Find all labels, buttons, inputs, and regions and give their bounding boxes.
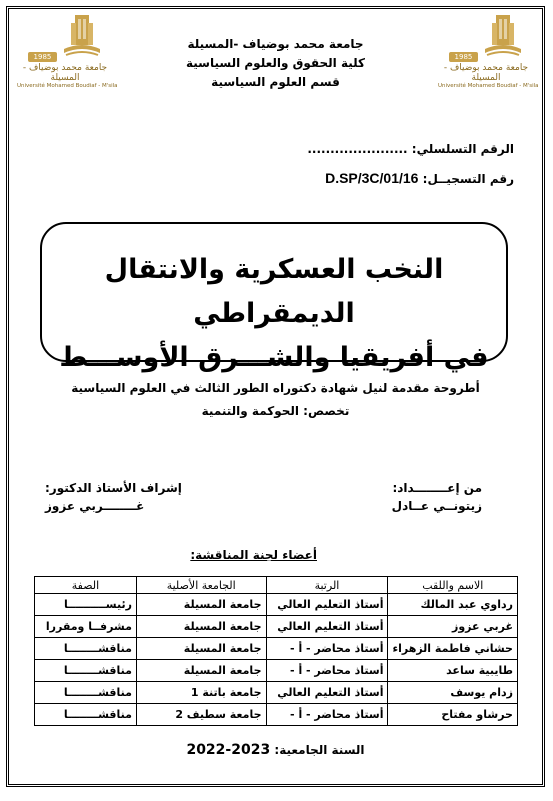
thesis-specialty: تخصص: الحوكمة والتنمية (201, 404, 350, 418)
member-rank: أستاذ التعليم العالي (266, 682, 388, 704)
thesis-description: أطروحة مقدمة لنيل شهادة دكتوراه الطور الثالث في العلوم السياسية (71, 381, 480, 395)
supervisor-label: إشراف الأستاذ الدكتور: (45, 481, 182, 495)
prepared-by-label: من إعــــــــداد: (392, 481, 482, 495)
member-rank: أستاذ التعليم العالي (266, 594, 388, 616)
member-role: مناقشــــــــا (35, 704, 137, 726)
committee-heading: أعضاء لجنة المناقشة: (190, 548, 317, 562)
department-name: قسم العلوم السياسية (211, 75, 340, 89)
faculty-name: كلية الحقوق والعلوم السياسية (185, 56, 366, 70)
header-role: الصفة (35, 577, 137, 594)
registration-label: رقم التسجيــل: (422, 172, 514, 186)
logo-name-ar: جامعة محمد بوضياف - المسيلة (22, 63, 108, 83)
institution-header (9, 35, 542, 92)
university-name: جامعة محمد بوضياف -المسيلة (187, 37, 364, 51)
prepared-by-block (392, 479, 482, 515)
table-row (35, 660, 518, 682)
header-name: الاسم واللقب (388, 577, 518, 594)
logo-year-badge: 1985 (28, 52, 58, 62)
header-rank: الرتبة (266, 577, 388, 594)
member-role: مناقشــــــــا (35, 638, 137, 660)
logo-name-fr: Université Mohamed Boudiaf - M'sila (438, 83, 539, 89)
committee-table-header (35, 577, 518, 594)
member-university: جامعة باتنة 1 (136, 682, 266, 704)
committee-table (34, 576, 518, 726)
member-university: جامعة المسيلة (136, 594, 266, 616)
member-rank: أستاذ التعليم العالي (266, 616, 388, 638)
supervisor-block (45, 479, 182, 515)
thesis-title-line-1: النخب العسكرية والانتقال الديمقراطي (104, 254, 444, 329)
table-row (35, 638, 518, 660)
thesis-title-line-2: في أفريقيا والشـــرق الأوســـط (59, 342, 489, 373)
academic-year-value: 2022-2023 (186, 742, 271, 758)
member-name: حرشاو مفتاح (388, 704, 518, 726)
table-row (35, 616, 518, 638)
member-name: زدام يوسف (388, 682, 518, 704)
member-rank: أستاذ محاضر - أ - (266, 638, 388, 660)
member-role: مناقشــــــــا (35, 660, 137, 682)
member-name: حشاني فاطمة الزهراء (388, 638, 518, 660)
academic-year-label: السنة الجامعية: (274, 743, 365, 757)
member-name: طايبية ساعد (388, 660, 518, 682)
thesis-title-box (40, 222, 508, 373)
member-university: جامعة المسيلة (136, 616, 266, 638)
member-university: جامعة سطيف 2 (136, 704, 266, 726)
member-role: مناقشــــــــا (35, 682, 137, 704)
student-name: زيتونــي عــادل (391, 499, 482, 513)
academic-year (9, 742, 542, 758)
table-row (35, 682, 518, 704)
member-rank: أستاذ محاضر - أ - (266, 704, 388, 726)
logo-name-fr: Université Mohamed Boudiaf - M'sila (17, 83, 118, 89)
member-university: جامعة المسيلة (136, 660, 266, 682)
member-role: رئيســــــــــا (35, 594, 137, 616)
member-university: جامعة المسيلة (136, 638, 266, 660)
logo-year-badge: 1985 (449, 52, 479, 62)
member-role: مشرفــا ومقررا (35, 616, 137, 638)
document-page (6, 6, 545, 787)
member-name: رداوي عبد المالك (388, 594, 518, 616)
registration-value: D.SP/3C/01/16 (325, 170, 419, 186)
logo-name-ar: جامعة محمد بوضياف - المسيلة (443, 63, 529, 83)
header-university: الجامعة الأصلية (136, 577, 266, 594)
member-rank: أستاذ محاضر - أ - (266, 660, 388, 682)
registration-number-line (325, 170, 514, 186)
serial-number-line: الرقم التسلسلي: ...................... (307, 142, 514, 156)
supervisor-name: غــــــــربي عزوز (45, 499, 145, 513)
member-name: غربي عزوز (388, 616, 518, 638)
table-row (35, 704, 518, 726)
table-row (35, 594, 518, 616)
